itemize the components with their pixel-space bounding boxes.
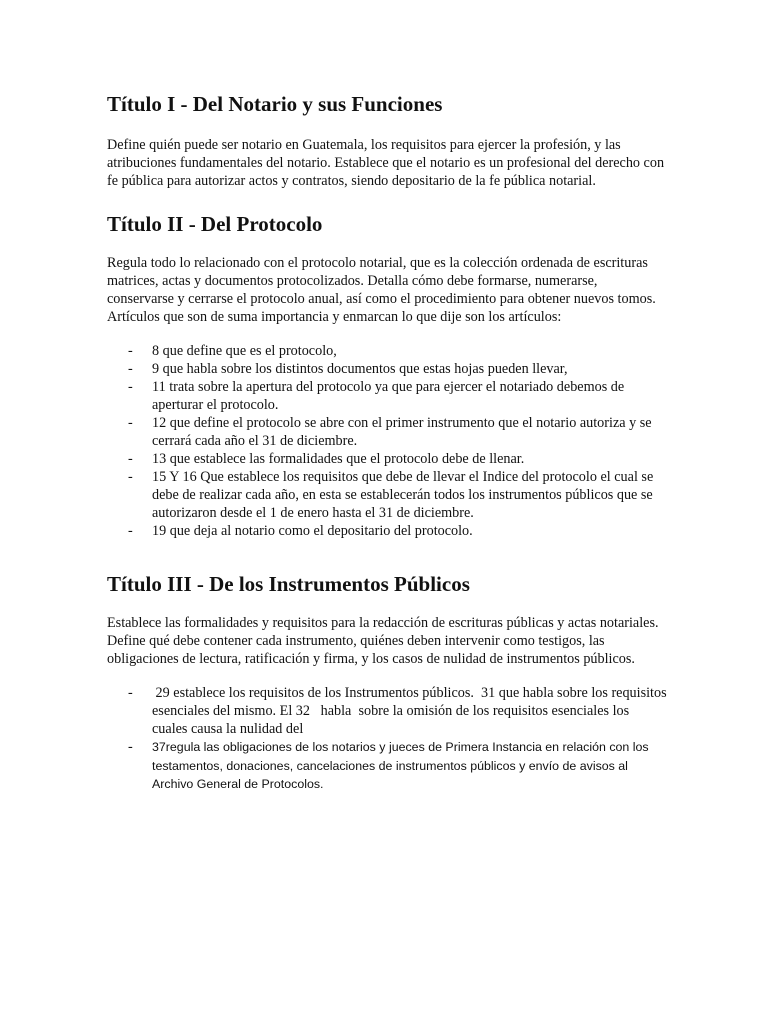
section-3-body: Establece las formalidades y requisitos para la redacción de escrituras públicas y actas notariales. Define qué debe contener cada instrumento, quiénes deben intervenir como testigos, las obligaciones de lectura, ratificación y firma, y los casos de nulidad de instrumentos públicos. <box>107 615 659 667</box>
dash-bullet: - <box>128 361 133 377</box>
dash-bullet: - <box>128 739 133 755</box>
list-item-text: 8 que define que es el protocolo, <box>152 343 337 359</box>
list-item <box>107 414 667 450</box>
dash-bullet: - <box>128 685 133 701</box>
list-item <box>107 450 667 468</box>
list-item <box>107 378 667 414</box>
list-item <box>107 684 671 738</box>
section-2-article-list <box>107 342 667 540</box>
list-item <box>107 522 667 540</box>
list-item <box>107 342 667 360</box>
list-item <box>107 738 667 794</box>
list-item <box>107 360 667 378</box>
dash-bullet: - <box>128 379 133 395</box>
section-3-article-list <box>107 684 671 794</box>
dash-bullet: - <box>128 469 133 485</box>
list-item-text: 37regula las obligaciones de los notarios y jueces de Primera Instancia en relación con los testamentos, donaciones, cancelaciones de instrumentos públicos y envío de avisos al Archivo General de Protocolos. <box>152 740 649 791</box>
list-item-text: 29 establece los requisitos de los Instrumentos públicos. 31 que habla sobre los requisitos esenciales del mismo. El 32 habla sobre la omisión de los requisitos esenciales los cuales causa la nulidad del <box>152 685 671 737</box>
document-page <box>107 90 671 794</box>
section-1-title: Título I - Del Notario y sus Funciones <box>107 92 443 116</box>
section-2-title: Título II - Del Protocolo <box>107 212 323 236</box>
list-item-text: 13 que establece las formalidades que el protocolo debe de llenar. <box>152 451 525 467</box>
list-item-text: 11 trata sobre la apertura del protocolo ya que para ejercer el notariado debemos de aperturar el protocolo. <box>152 379 625 413</box>
dash-bullet: - <box>128 523 133 539</box>
list-item-text: 9 que habla sobre los distintos documentos que estas hojas pueden llevar, <box>152 361 568 377</box>
dash-bullet: - <box>128 343 133 359</box>
list-item-text: 12 que define el protocolo se abre con el primer instrumento que el notario autoriza y se cerrará cada año el 31 de diciembre. <box>152 415 652 449</box>
section-2-body: Regula todo lo relacionado con el protocolo notarial, que es la colección ordenada de escrituras matrices, actas y documentos protocolizados. Detalla cómo debe formarse, numerarse, conservarse y cerrarse el protocolo anual, así como el procedimiento para obtener nuevos tomos. Artículos que son de suma importancia y enmarcan lo que dije son los artículos: <box>107 255 656 325</box>
dash-bullet: - <box>128 415 133 431</box>
section-1-body: Define quién puede ser notario en Guatemala, los requisitos para ejercer la profesión, y las atribuciones fundamentales del notario. Establece que el notario es un profesional del derecho con fe pública para autorizar actos y contratos, siendo depositario de la fe pública notarial. <box>107 137 665 189</box>
dash-bullet: - <box>128 451 133 467</box>
list-item-text: 15 Y 16 Que establece los requisitos que debe de llevar el Indice del protocolo el cual se debe de realizar cada año, en esta se establecerán todos los instrumentos públicos que se autorizaron desde el 1 de enero hasta el 31 de diciembre. <box>152 469 654 521</box>
list-item <box>107 468 667 522</box>
section-3-title: Título III - De los Instrumentos Públicos <box>107 572 470 596</box>
list-item-text: 19 que deja al notario como el depositario del protocolo. <box>152 523 473 539</box>
